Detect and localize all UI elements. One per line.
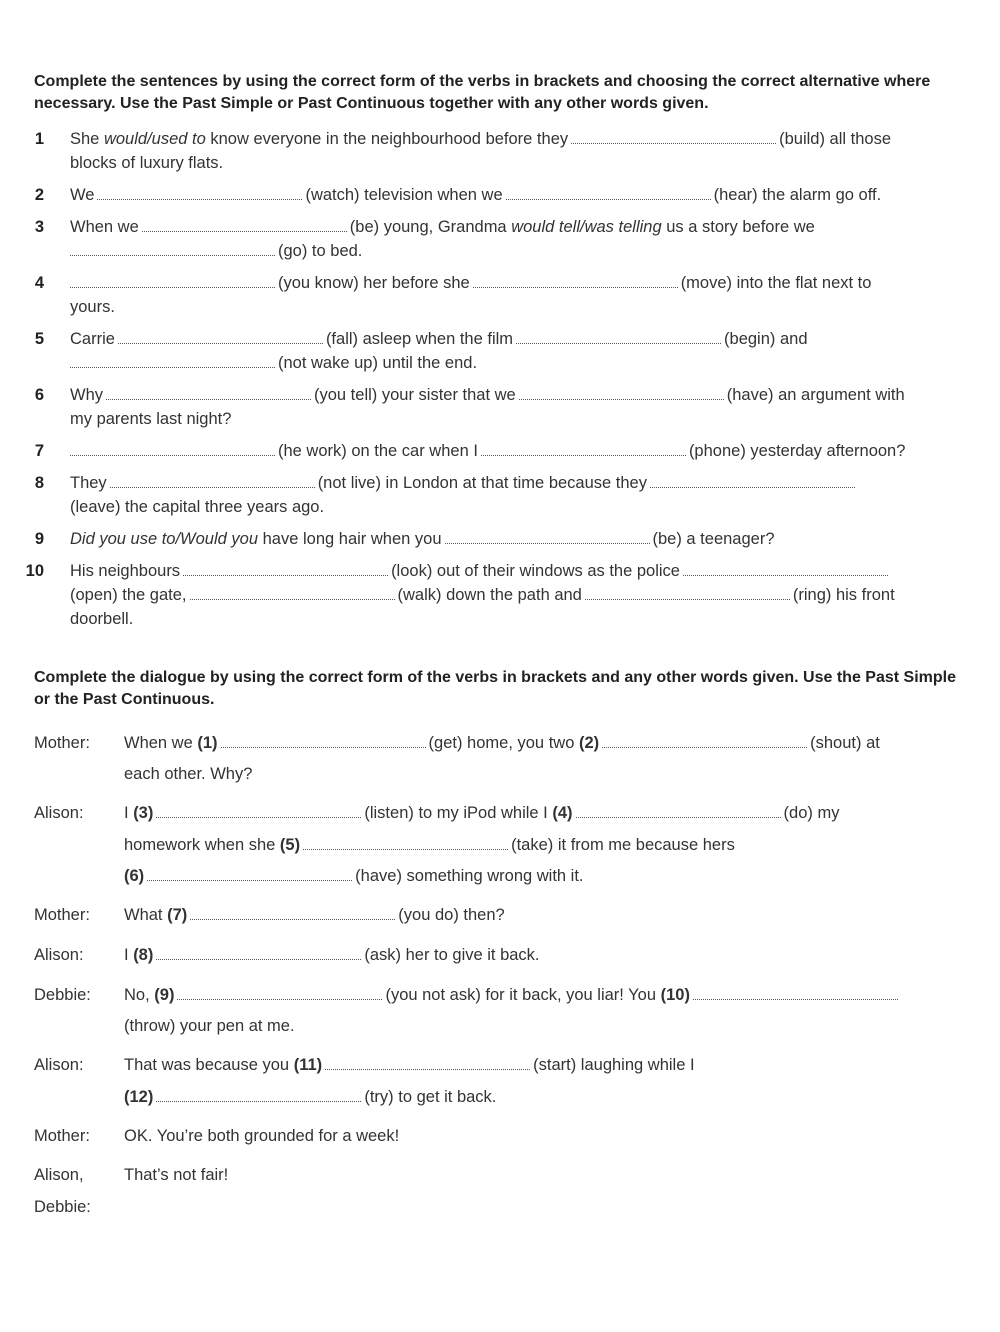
answer-blank[interactable] [445, 543, 650, 544]
speaker-label: Alison: [34, 946, 84, 964]
dialogue-text: That’s not fair! [124, 1166, 229, 1184]
item-line [70, 607, 133, 631]
item-text: His neighbours [70, 562, 181, 580]
dialogue-text: (you do) then? [398, 906, 505, 924]
dialogue-text: (you not ask) for it back, you liar! You [385, 986, 657, 1004]
dialogue-text: No, [124, 986, 150, 1004]
item-text: doorbell. [70, 610, 134, 628]
item-text: (begin) and [724, 330, 808, 348]
answer-blank[interactable] [650, 487, 855, 488]
answer-blank[interactable] [190, 599, 395, 600]
dialogue-line [124, 903, 505, 927]
speaker-label: Alison, [34, 1166, 84, 1184]
item-text: blocks of luxury flats. [70, 154, 224, 172]
item-line [70, 127, 891, 151]
item-number: 7 [34, 442, 44, 460]
dialogue-line [124, 983, 901, 1007]
item-number: 8 [34, 474, 44, 492]
gap-number: (8) [133, 946, 154, 964]
item-text: (build) all those [779, 130, 892, 148]
item-text: (walk) down the path and [397, 586, 582, 604]
dialogue-line [124, 762, 252, 786]
dialogue-text: (do) my [783, 804, 840, 822]
gap-number: (5) [279, 836, 301, 854]
gap-number: (6) [124, 867, 145, 885]
item-text-italic: would/used to [103, 130, 206, 148]
item-text: (not live) in London at that time because they [317, 474, 647, 492]
item-line [70, 495, 324, 519]
gap-number: (11) [293, 1056, 323, 1074]
gap-number: (1) [197, 734, 218, 752]
item-text: (he work) on the car when I [278, 442, 478, 460]
answer-blank[interactable] [585, 599, 790, 600]
dialogue-line [124, 801, 839, 825]
dialogue-text: (get) home, you two [428, 734, 575, 752]
item-text: (ring) his front [792, 586, 895, 604]
dialogue-line [124, 864, 584, 888]
answer-blank[interactable] [70, 455, 275, 456]
answer-blank[interactable] [110, 487, 315, 488]
gap-number: (9) [154, 986, 175, 1004]
answer-blank[interactable] [106, 399, 311, 400]
answer-blank[interactable] [325, 1069, 530, 1070]
speaker-label: Debbie: [34, 1198, 91, 1216]
answer-blank[interactable] [519, 399, 724, 400]
dialogue-line [124, 1085, 496, 1109]
section1-instructions-text: Complete the sentences by using the correct form of the verbs in brackets and choosing the correct alternative where necessary. Use the Past Simple or Past Continuous together with any other words given. [34, 73, 931, 112]
answer-blank[interactable] [147, 880, 352, 881]
item-text: (fall) asleep when the film [325, 330, 514, 348]
item-line [70, 407, 231, 431]
item-line [70, 271, 871, 295]
item-text: Why [70, 386, 103, 404]
dialogue-text: (shout) at [810, 734, 880, 752]
item-number: 3 [34, 218, 44, 236]
dialogue-line [124, 1053, 695, 1077]
answer-blank[interactable] [221, 747, 426, 748]
dialogue-text: OK. You’re both grounded for a week! [124, 1127, 400, 1145]
answer-blank[interactable] [571, 143, 776, 144]
item-text: (phone) yesterday afternoon? [688, 442, 906, 460]
answer-blank[interactable] [156, 817, 361, 818]
item-line [70, 183, 881, 207]
dialogue-text: When we [124, 734, 193, 752]
dialogue-line [124, 943, 540, 967]
item-text: know everyone in the neighbourhood before they [205, 130, 569, 148]
answer-blank[interactable] [473, 287, 678, 288]
gap-number: (4) [552, 804, 573, 822]
speaker-label: Alison: [34, 1056, 84, 1074]
dialogue-text: That was because you [124, 1056, 290, 1074]
item-text: (leave) the capital three years ago. [70, 498, 325, 516]
dialogue-text: each other. Why? [124, 765, 253, 783]
item-text: (you know) her before she [278, 274, 470, 292]
dialogue-line [124, 833, 735, 857]
item-line [70, 559, 891, 583]
item-line [70, 295, 115, 319]
answer-blank[interactable] [516, 343, 721, 344]
item-line [70, 439, 905, 463]
dialogue-text: (start) laughing while I [533, 1056, 695, 1074]
gap-number: (3) [133, 804, 154, 822]
item-text: us a story before we [666, 218, 815, 236]
item-line [70, 383, 905, 407]
dialogue-line [124, 1163, 228, 1187]
item-text: (move) into the flat next to [680, 274, 872, 292]
gap-number: (10) [660, 986, 690, 1004]
dialogue-text: (throw) your pen at me. [124, 1017, 295, 1035]
item-line [70, 471, 858, 495]
speaker-label: Mother: [34, 906, 90, 924]
dialogue-text: (ask) her to give it back. [364, 946, 540, 964]
section2-instructions [34, 667, 964, 711]
speaker-label: Debbie: [34, 986, 91, 1004]
speaker-label: Mother: [34, 1127, 90, 1145]
answer-blank[interactable] [693, 999, 898, 1000]
item-number: 6 [34, 386, 44, 404]
gap-number: (2) [578, 734, 600, 752]
dialogue-text: I [124, 804, 129, 822]
dialogue-line [124, 731, 880, 755]
item-text-italic: Did you use to/Would you [70, 530, 259, 548]
item-text: Carrie [70, 330, 115, 348]
section1-instructions [34, 71, 964, 115]
item-number: 9 [34, 530, 44, 548]
answer-blank[interactable] [97, 199, 302, 200]
item-number: 4 [34, 274, 44, 292]
item-text: my parents last night? [70, 410, 232, 428]
item-line [70, 215, 815, 239]
item-text: She [70, 130, 104, 148]
item-text: (watch) television when we [305, 186, 503, 204]
dialogue-text: I [124, 946, 129, 964]
answer-blank[interactable] [70, 367, 275, 368]
speaker-label: Alison: [34, 804, 84, 822]
item-line [70, 327, 808, 351]
dialogue-line [124, 1124, 399, 1148]
item-text: (you tell) your sister that we [314, 386, 516, 404]
answer-blank[interactable] [602, 747, 807, 748]
item-text: (hear) the alarm go off. [713, 186, 882, 204]
answer-blank[interactable] [118, 343, 323, 344]
gap-number: (12) [124, 1088, 154, 1106]
section2-instructions-text: Complete the dialogue by using the correct form of the verbs in brackets and any other words given. Use the Past Simple or the Past Continuous. [34, 669, 956, 708]
item-text: (be) a teenager? [652, 530, 775, 548]
dialogue-text: (have) something wrong with it. [355, 867, 584, 885]
item-text-italic: would tell/was telling [511, 218, 662, 236]
dialogue-line [124, 1014, 295, 1038]
item-text: When we [70, 218, 139, 236]
item-number: 1 [34, 130, 44, 148]
gap-number: (7) [167, 906, 188, 924]
item-text: have long hair when you [262, 530, 442, 548]
answer-blank[interactable] [70, 255, 275, 256]
answer-blank[interactable] [142, 231, 347, 232]
item-number: 2 [34, 186, 44, 204]
item-text: They [70, 474, 107, 492]
answer-blank[interactable] [190, 919, 395, 920]
item-line [70, 527, 775, 551]
item-line [70, 151, 223, 175]
item-text: (look) out of their windows as the police [391, 562, 680, 580]
speaker-label: Mother: [34, 734, 90, 752]
item-text: (not wake up) until the end. [278, 354, 478, 372]
item-text: yours. [70, 298, 115, 316]
item-text: (have) an argument with [726, 386, 905, 404]
item-number: 10 [25, 562, 44, 580]
item-line [70, 351, 477, 375]
dialogue-text: (listen) to my iPod while I [364, 804, 548, 822]
answer-blank[interactable] [303, 849, 508, 850]
item-text: (go) to bed. [278, 242, 363, 260]
dialogue-text: homework when she [124, 836, 276, 854]
answer-blank[interactable] [183, 575, 388, 576]
answer-blank[interactable] [177, 999, 382, 1000]
dialogue-text: (try) to get it back. [364, 1088, 497, 1106]
answer-blank[interactable] [481, 455, 686, 456]
item-text: (be) young, Grandma [349, 218, 507, 236]
answer-blank[interactable] [70, 287, 275, 288]
answer-blank[interactable] [576, 817, 781, 818]
item-text: We [70, 186, 95, 204]
answer-blank[interactable] [683, 575, 888, 576]
dialogue-text: What [124, 906, 163, 924]
answer-blank[interactable] [156, 1101, 361, 1102]
item-line [70, 239, 362, 263]
item-text: (open) the gate, [70, 586, 187, 604]
item-number: 5 [34, 330, 44, 348]
item-line [70, 583, 895, 607]
dialogue-text: (take) it from me because hers [511, 836, 735, 854]
answer-blank[interactable] [156, 959, 361, 960]
answer-blank[interactable] [506, 199, 711, 200]
